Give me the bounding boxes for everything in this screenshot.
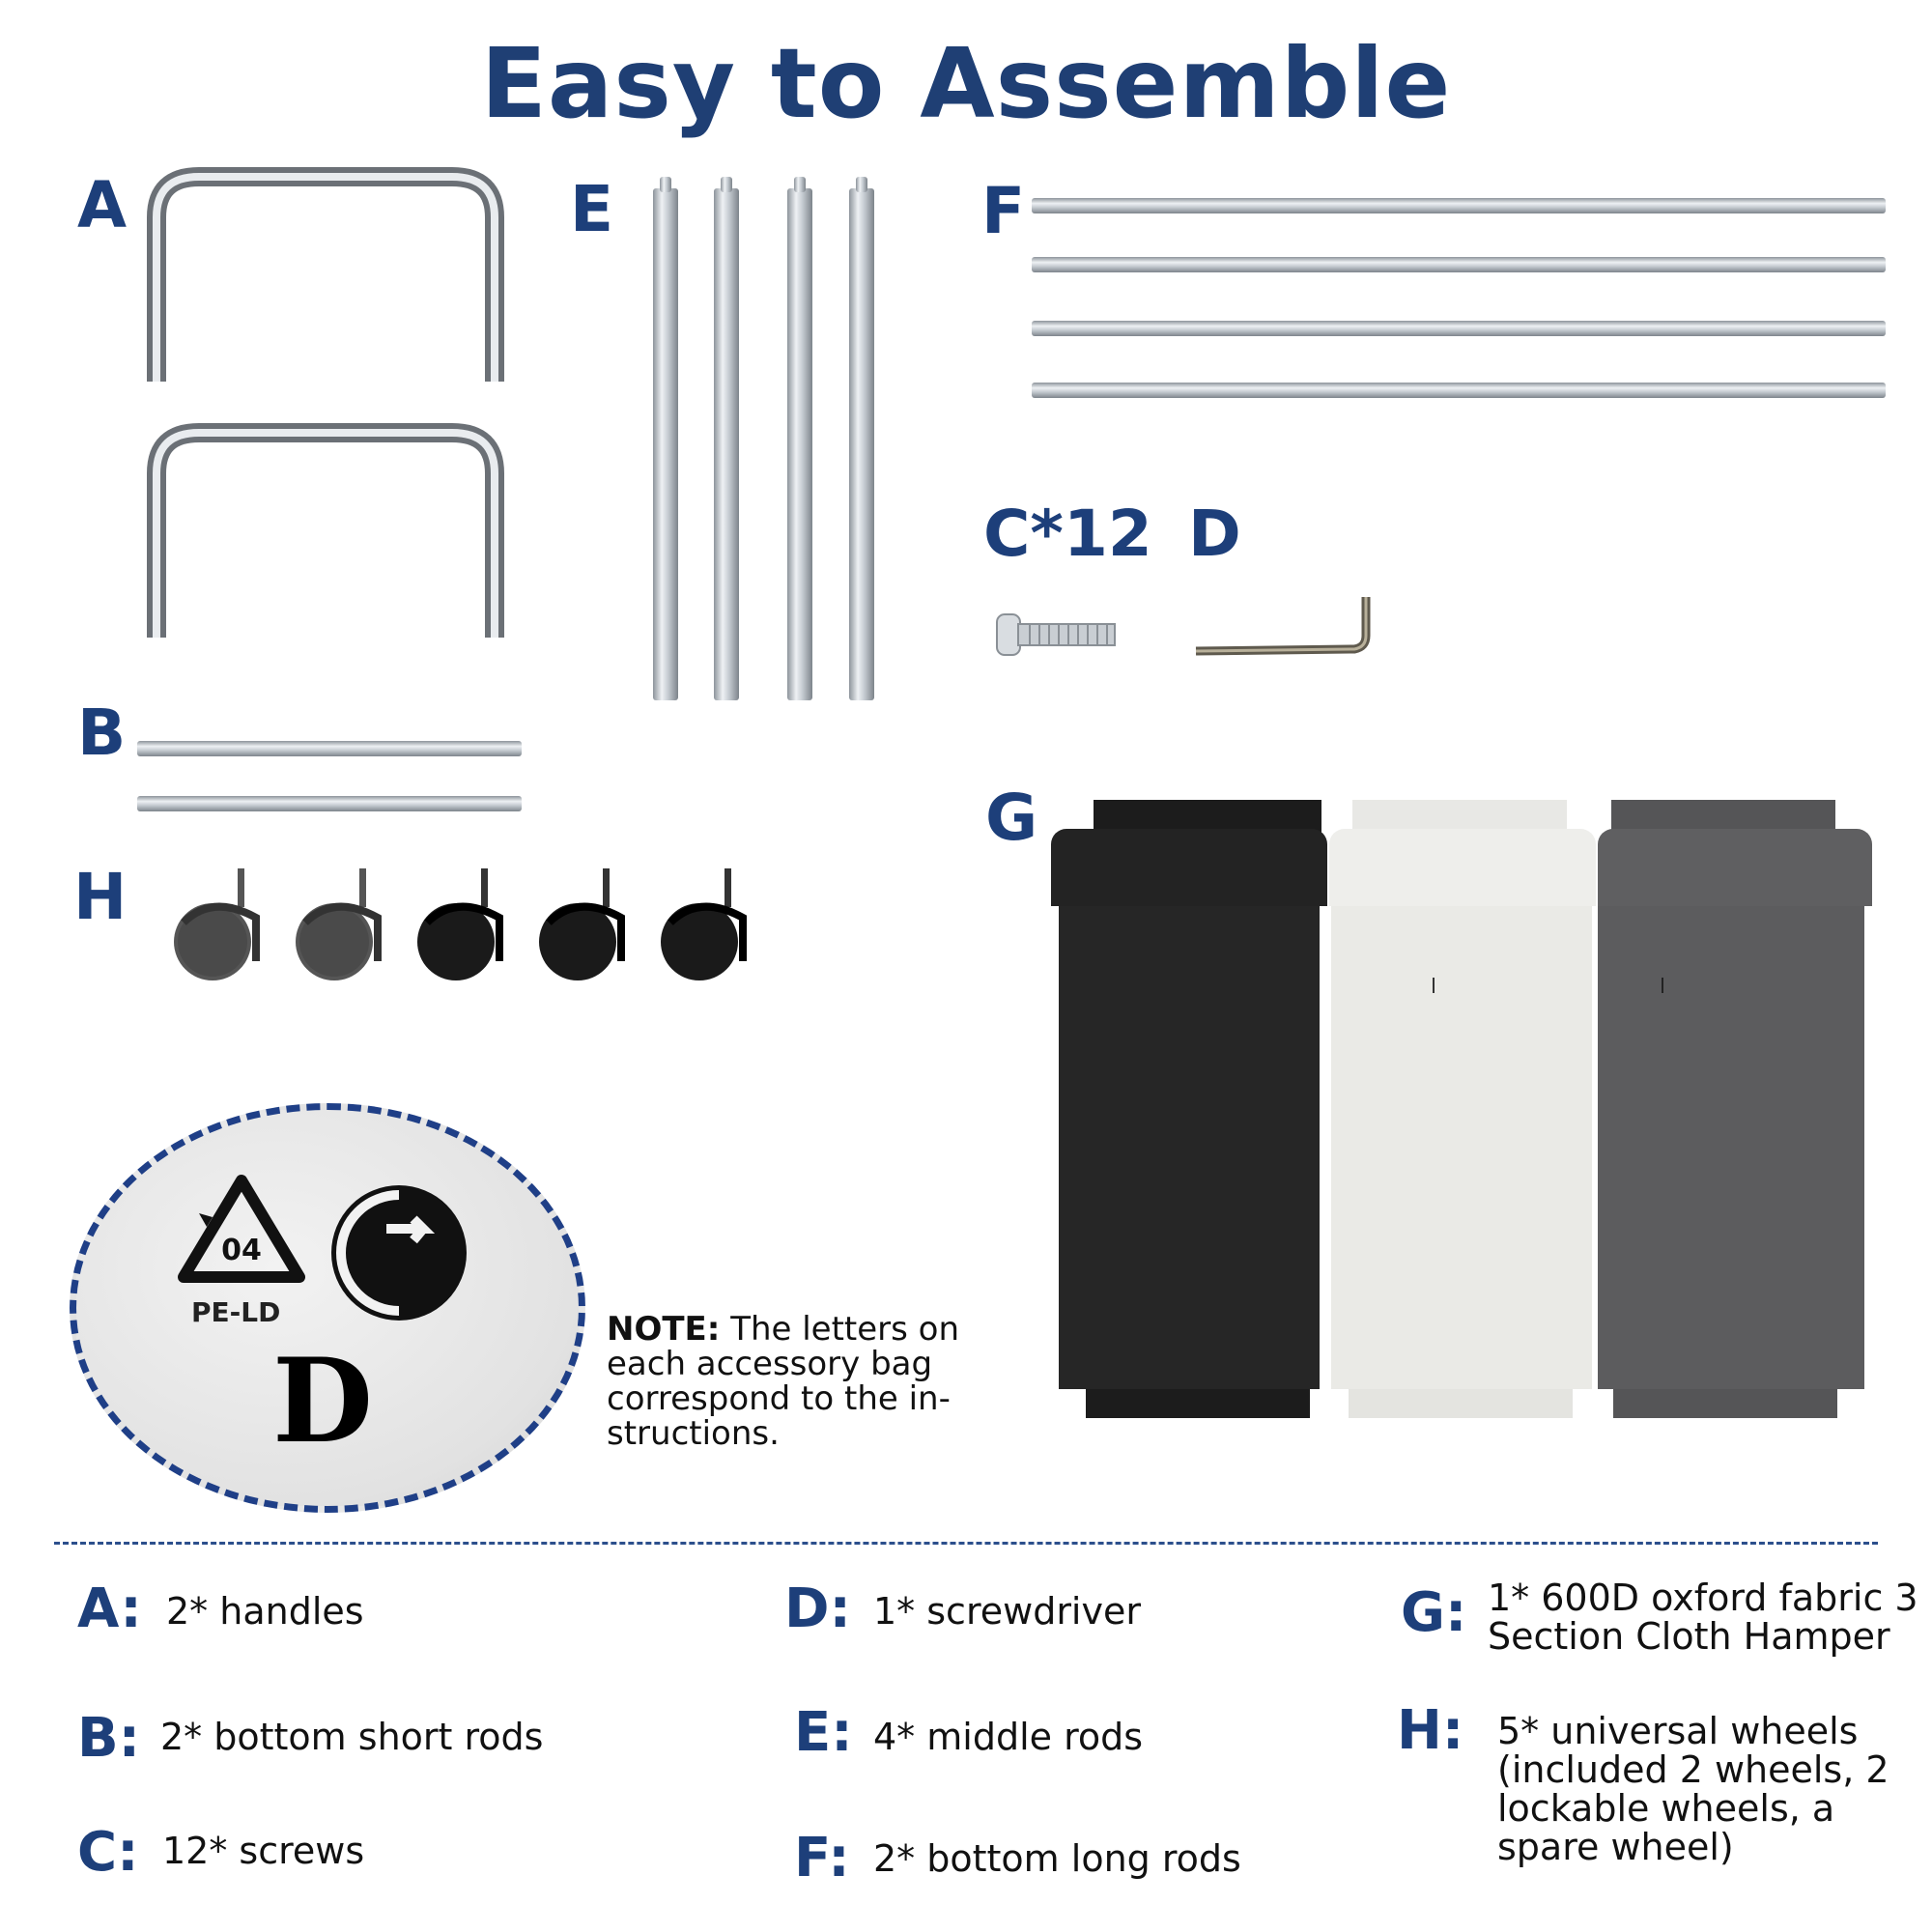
legend-letter-h: H: [1397, 1699, 1464, 1762]
legend-letter-g: G: [1401, 1581, 1467, 1644]
middle-rod [787, 188, 812, 700]
part-label-d: D [1188, 497, 1241, 571]
hamper-rim [1329, 829, 1596, 906]
hamper-compartment-white [1331, 906, 1592, 1389]
legend-text-g: 1* 600D oxford fabric 3 Section Cloth Hamper [1488, 1577, 1918, 1658]
section-divider [54, 1542, 1878, 1545]
recycle-material-label: PE-LD [191, 1296, 281, 1328]
legend-text-b: 2* bottom short rods [160, 1716, 544, 1758]
part-label-h: H [73, 860, 128, 934]
legend-text-e: 4* middle rods [873, 1716, 1144, 1758]
legend-text-d: 1* screwdriver [873, 1590, 1141, 1633]
part-label-c: C*12 [983, 497, 1152, 571]
assembly-note [607, 1312, 993, 1451]
hamper-seam [1433, 978, 1435, 993]
green-dot-icon [327, 1180, 471, 1325]
middle-rod [714, 188, 739, 700]
middle-rod [849, 188, 874, 700]
screw-icon [995, 609, 1121, 667]
hamper-compartment-black [1059, 906, 1320, 1389]
legend-text-c: 12* screws [162, 1830, 365, 1872]
legend-letter-f: F: [794, 1827, 850, 1889]
recycle-triangle-icon [174, 1171, 309, 1316]
note-text: The letters on each accessory bag correspond to the in-structions. [607, 1310, 960, 1453]
part-label-b: B [77, 696, 127, 770]
rod-tip [721, 177, 732, 192]
page-title: Easy to Assemble [480, 27, 1452, 140]
wheels-image [164, 865, 753, 990]
short-rod [137, 741, 522, 756]
legend-letter-d: D: [784, 1577, 851, 1640]
rod-tip [660, 177, 671, 192]
rod-tip [794, 177, 806, 192]
long-rod [1032, 321, 1886, 336]
legend-letter-c: C: [77, 1821, 139, 1884]
hamper-compartment-grey [1598, 906, 1864, 1389]
recycle-code: 04 [221, 1234, 262, 1267]
legend-letter-b: B: [77, 1707, 141, 1770]
hamper-bottom [1086, 1389, 1310, 1418]
note-label: NOTE: [607, 1310, 721, 1349]
hex-key-icon [1192, 591, 1376, 659]
hamper-seam [1662, 978, 1663, 993]
hamper-bottom [1349, 1389, 1573, 1418]
part-label-a: A [77, 168, 128, 242]
legend-text-h: 5* universal wheels (included 2 wheels, 2 lockable wheels, a spare wheel) [1497, 1710, 1889, 1868]
part-label-f: F [981, 174, 1026, 248]
legend-letter-a: A: [77, 1577, 142, 1640]
rod-tip [856, 177, 867, 192]
wheel-icon [174, 868, 256, 980]
short-rod [137, 796, 522, 811]
hamper-rim [1051, 829, 1327, 906]
long-rod [1032, 198, 1886, 213]
hamper-rim [1598, 829, 1872, 906]
long-rod [1032, 257, 1886, 272]
legend-text-a: 2* handles [166, 1590, 364, 1633]
hamper-bottom [1613, 1389, 1837, 1418]
hamper-image [1051, 800, 1872, 1437]
part-label-e: E [570, 172, 614, 246]
long-rod [1032, 383, 1886, 398]
legend-letter-e: E: [794, 1701, 853, 1764]
legend-text-f: 2* bottom long rods [873, 1837, 1241, 1880]
part-label-g: G [985, 781, 1038, 855]
middle-rod [653, 188, 678, 700]
handle-parts-image [145, 159, 512, 642]
bag-letter: D [272, 1333, 374, 1469]
